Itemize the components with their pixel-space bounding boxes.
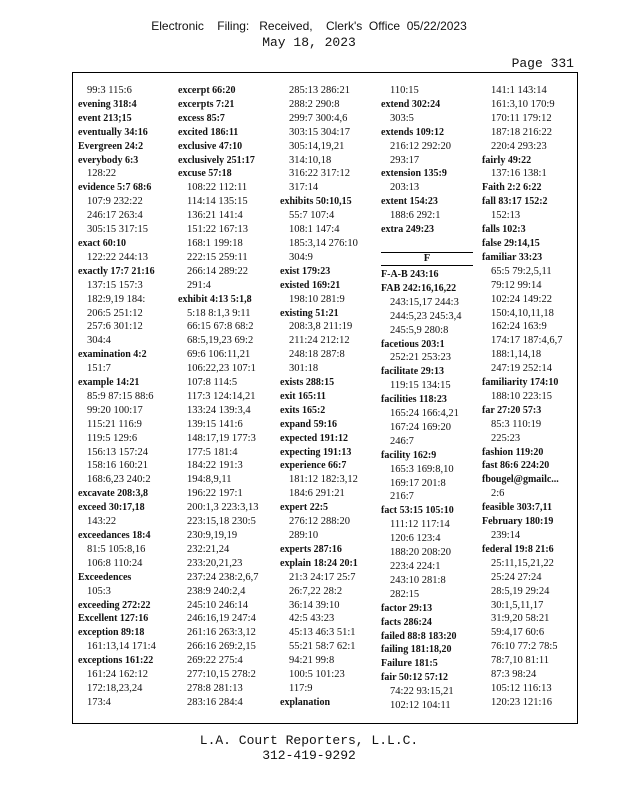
index-page-refs: 182:9,19 184: <box>87 293 146 305</box>
index-entry: familiar 33:23 <box>482 251 543 263</box>
index-entry: Failure 181:5 <box>381 658 438 670</box>
index-entry: falls 102:3 <box>482 224 526 236</box>
index-entry: exclusively 251:17 <box>178 154 255 166</box>
blank-line <box>381 243 473 249</box>
index-page-refs: 68:5,19,23 69:2 <box>187 335 254 347</box>
index-entry: Excellent 127:16 <box>78 613 149 625</box>
index-page-refs: 148:17,19 177:3 <box>187 432 256 444</box>
index-page-refs: 170:11 179:12 <box>491 112 552 124</box>
index-page-refs: 45:13 46:3 51:1 <box>289 627 356 639</box>
index-page-refs: 30:1,5,11,17 <box>491 599 544 611</box>
index-page-refs: 152:13 <box>491 210 521 222</box>
index-page-refs: 150:4,10,11,18 <box>491 307 554 319</box>
index-entry: fair 50:12 57:12 <box>381 672 449 684</box>
index-page-refs: 66:15 67:8 68:2 <box>187 321 254 333</box>
index-page-refs: 161:3,10 170:9 <box>491 98 555 110</box>
index-page-refs: 299:7 300:4,6 <box>289 112 348 124</box>
index-page-refs: 261:16 263:3,12 <box>187 627 256 639</box>
index-page-refs: 94:21 99:8 <box>289 655 335 667</box>
index-page-refs: 282:15 <box>390 588 420 600</box>
index-page-refs: 102:12 104:11 <box>390 700 451 712</box>
index-page-refs: 122:22 244:13 <box>87 251 148 263</box>
index-page-refs: 211:24 212:12 <box>289 335 350 347</box>
index-page-refs: 239:14 <box>491 530 521 541</box>
index-page-refs: 266:16 269:2,15 <box>187 641 256 653</box>
index-page-refs: 168:1 199:18 <box>187 237 243 249</box>
index-page-refs: 244:5,23 245:3,4 <box>390 310 462 322</box>
index-page-refs: 303:15 304:17 <box>289 126 350 138</box>
index-page-refs: 114:14 135:15 <box>187 196 248 208</box>
index-page-refs: 185:3,14 276:10 <box>289 237 358 249</box>
index-page-refs: 288:2 290:8 <box>289 98 340 110</box>
index-entry: facetious 203:1 <box>381 338 445 350</box>
index-page-refs: 128:22 <box>87 168 117 180</box>
index-page-refs: 28:5,19 29:24 <box>491 585 550 597</box>
index-page-refs: 141:1 143:14 <box>491 85 547 96</box>
index-column-2 <box>178 84 258 710</box>
index-page-refs: 99:3 115:6 <box>87 85 132 96</box>
index-entry: experts 287:16 <box>280 543 342 555</box>
index-entry: exceeding 272:22 <box>78 599 151 611</box>
page-number: Page 331 <box>511 56 574 71</box>
index-entry: facility 162:9 <box>381 449 437 461</box>
index-page-refs: 276:12 288:20 <box>289 516 350 528</box>
index-page-refs: 246:7 <box>390 435 414 447</box>
index-page-refs: 233:20,21,23 <box>187 557 243 569</box>
index-page-refs: 184:22 191:3 <box>187 460 243 472</box>
index-page-refs: 133:24 139:3,4 <box>187 404 251 416</box>
index-page-refs: 165:3 169:8,10 <box>390 463 454 475</box>
index-entry: explanation <box>280 696 331 708</box>
index-page-refs: 137:16 138:1 <box>491 168 547 180</box>
index-page-refs: 151:22 167:13 <box>187 224 248 236</box>
index-page-refs: 188:1,14,18 <box>491 349 542 361</box>
index-page-refs: 108:22 112:11 <box>187 182 248 194</box>
index-entry: exist 179:23 <box>280 265 331 277</box>
index-page-refs: 26:7,22 28:2 <box>289 585 343 597</box>
index-entry: expected 191:12 <box>280 432 349 444</box>
index-page-refs: 169:17 201:8 <box>390 477 446 489</box>
index-entry: F-A-B 243:16 <box>381 268 439 280</box>
filing-stamp: Electronic Filing: Received, Clerk's Office 05/22/2023 <box>151 19 467 33</box>
index-page-refs: 181:12 182:3,12 <box>289 474 358 486</box>
index-page-refs: 21:3 24:17 25:7 <box>289 571 356 583</box>
index-entry: experience 66:7 <box>280 460 347 472</box>
index-entry: excited 186:11 <box>178 126 239 138</box>
index-entry: excuse 57:18 <box>178 168 232 180</box>
index-page-refs: 65:5 79:2,5,11 <box>491 265 552 277</box>
index-entry: facilitate 29:13 <box>381 366 445 378</box>
index-page-refs: 188:20 208:20 <box>390 547 451 559</box>
index-column-5 <box>482 84 562 710</box>
index-page-refs: 222:15 259:11 <box>187 251 248 263</box>
index-page-refs: 304:4 <box>87 335 111 347</box>
index-page-refs: 285:13 286:21 <box>289 85 350 96</box>
index-page-refs: 246:17 263:4 <box>87 210 143 222</box>
index-page-refs: 102:24 149:22 <box>491 293 552 305</box>
index-entry: exclusive 47:10 <box>178 140 243 152</box>
index-page-refs: 277:10,15 278:2 <box>187 669 256 681</box>
index-entry: example 14:21 <box>78 377 140 389</box>
court-reporter-firm: L.A. Court Reporters, L.L.C. <box>199 733 419 748</box>
index-entry: evening 318:4 <box>78 98 137 110</box>
index-page-refs: 168:6,23 240:2 <box>87 474 151 486</box>
index-page-refs: 223:15,18 230:5 <box>187 516 256 528</box>
index-page-refs: 139:15 141:6 <box>187 418 243 430</box>
index-page-refs: 238:9 240:2,4 <box>187 585 246 597</box>
index-page-refs: 78:7,10 81:11 <box>491 655 549 667</box>
index-page-refs: 305:14,19,21 <box>289 140 345 152</box>
index-page-refs: 172:18,23,24 <box>87 682 143 694</box>
index-entry: failed 88:8 183:20 <box>381 630 457 642</box>
index-page-refs: 120:6 123:4 <box>390 533 441 545</box>
index-entry: fact 53:15 105:10 <box>381 505 454 517</box>
index-page-refs: 76:10 77:2 78:5 <box>491 641 558 653</box>
index-page-refs: 283:16 284:4 <box>187 696 243 708</box>
index-page-refs: 85:3 110:19 <box>491 418 542 430</box>
index-page-refs: 223:4 224:1 <box>390 561 441 572</box>
index-entry: facts 286:24 <box>381 616 432 628</box>
index-entry: event 213;15 <box>78 112 132 124</box>
index-page-refs: 120:23 121:16 <box>491 696 552 708</box>
index-page-refs: 110:15 <box>390 85 419 96</box>
index-entry: exception 89:18 <box>78 627 145 639</box>
index-page-refs: 117:3 124:14,21 <box>187 390 256 402</box>
index-entry: evidence 5:7 68:6 <box>78 182 152 194</box>
index-entry: familiarity 174:10 <box>482 377 559 389</box>
index-page-refs: 31:9,20 58:21 <box>491 613 550 625</box>
index-page-refs: 174:17 187:4,6,7 <box>491 335 563 347</box>
index-entry: expand 59:16 <box>280 418 337 430</box>
index-page-refs: 5:18 8:1,3 9:11 <box>187 307 251 319</box>
index-page-refs: 316:22 317:12 <box>289 168 350 180</box>
index-entry: false 29:14,15 <box>482 237 540 249</box>
index-page-refs: 105:12 116:13 <box>491 682 552 694</box>
index-page-refs: 269:22 275:4 <box>187 655 243 667</box>
index-entry: far 27:20 57:3 <box>482 404 542 416</box>
index-entry: fast 86:6 224:20 <box>482 460 550 472</box>
index-page-refs: 187:18 216:22 <box>491 126 552 138</box>
index-page-refs: 115:21 116:9 <box>87 418 142 430</box>
index-page-refs: 2:6 <box>491 488 505 500</box>
index-page-refs: 165:24 166:4,21 <box>390 408 459 420</box>
index-entry: exceed 30:17,18 <box>78 502 145 514</box>
index-entry: existed 169:21 <box>280 279 341 291</box>
index-page-refs: 194:8,9,11 <box>187 474 232 486</box>
index-page-refs: 119:15 134:15 <box>390 380 451 392</box>
index-entry: exceptions 161:22 <box>78 655 154 667</box>
index-page-refs: 161:13,14 171:4 <box>87 641 156 653</box>
index-page-refs: 161:24 162:12 <box>87 669 148 681</box>
index-page-refs: 106:22,23 107:1 <box>187 363 256 375</box>
index-page-refs: 278:8 281:13 <box>187 682 243 694</box>
index-entry: fairly 49:22 <box>482 154 532 166</box>
index-entry: fall 83:17 152:2 <box>482 196 548 208</box>
index-page-refs: 237:24 238:2,6,7 <box>187 571 259 583</box>
index-page-refs: 36:14 39:10 <box>289 599 340 611</box>
index-entry: excess 85:7 <box>178 112 225 124</box>
index-entry: extent 154:23 <box>381 196 438 208</box>
index-page-refs: 188:10 223:15 <box>491 390 552 402</box>
index-page-refs: 119:5 129:6 <box>87 432 138 444</box>
index-page-refs: 143:22 <box>87 516 117 528</box>
index-page-refs: 25:24 27:24 <box>491 571 542 583</box>
index-page-refs: 99:20 100:17 <box>87 404 143 416</box>
index-page-refs: 208:3,8 211:19 <box>289 321 353 333</box>
index-page-refs: 79:12 99:14 <box>491 279 542 291</box>
index-page-refs: 303:5 <box>390 112 414 124</box>
index-page-refs: 203:13 <box>390 182 420 194</box>
index-entry: fbougel@gmailc... <box>482 474 559 486</box>
index-entry: excerpts 7:21 <box>178 98 235 110</box>
index-page-refs: 177:5 181:4 <box>187 446 238 458</box>
index-entry: failing 181:18,20 <box>381 644 452 656</box>
index-entry: exhibits 50:10,15 <box>280 196 352 208</box>
index-page-refs: 107:9 232:22 <box>87 196 143 208</box>
index-entry: Evergreen 24:2 <box>78 140 144 152</box>
index-page-refs: 137:15 157:3 <box>87 279 143 291</box>
index-column-4 <box>381 84 473 713</box>
index-page-refs: 245:5,9 280:8 <box>390 324 449 336</box>
index-entry: extend 302:24 <box>381 98 441 110</box>
index-entry: excavate 208:3,8 <box>78 488 148 500</box>
index-entry: excerpt 66:20 <box>178 85 236 96</box>
index-entry: eventually 34:16 <box>78 126 148 138</box>
index-entry: explain 18:24 20:1 <box>280 557 358 569</box>
index-page-refs: 69:6 106:11,21 <box>187 349 251 361</box>
index-page-refs: 246:16,19 247:4 <box>187 613 256 625</box>
index-page-refs: 200:1,3 223:3,13 <box>187 502 259 514</box>
index-page-refs: 111:12 117:14 <box>390 519 450 531</box>
index-page-refs: 293:17 <box>390 154 420 166</box>
index-page-refs: 314:10,18 <box>289 154 332 166</box>
index-entry: FAB 242:16,16,22 <box>381 282 457 294</box>
index-page-refs: 74:22 93:15,21 <box>390 686 454 698</box>
index-page-refs: 291:4 <box>187 279 211 291</box>
index-page-refs: 107:8 114:5 <box>187 377 238 389</box>
index-page-refs: 162:24 163:9 <box>491 321 547 333</box>
index-page-refs: 289:10 <box>289 530 319 541</box>
index-entry: February 180:19 <box>482 516 554 528</box>
index-entry: everybody 6:3 <box>78 154 139 166</box>
index-page-refs: 158:16 160:21 <box>87 460 148 472</box>
index-page-refs: 106:8 110:24 <box>87 557 143 569</box>
index-entry: exactly 17:7 21:16 <box>78 265 155 277</box>
index-entry: exceedances 18:4 <box>78 530 151 541</box>
index-page-refs: 252:21 253:23 <box>390 352 451 364</box>
index-entry: exits 165:2 <box>280 404 326 416</box>
deposition-date: May 18, 2023 <box>262 35 356 50</box>
index-page-refs: 301:18 <box>289 363 319 375</box>
index-page-refs: 317:14 <box>289 182 319 194</box>
index-page-refs: 206:5 251:12 <box>87 307 143 319</box>
court-reporter-phone: 312-419-9292 <box>262 748 356 763</box>
index-column-3 <box>280 84 358 710</box>
index-page-refs: 305:15 317:15 <box>87 224 148 236</box>
index-page-refs: 156:13 157:24 <box>87 446 148 458</box>
index-page-refs: 216:7 <box>390 491 414 503</box>
index-page-refs: 247:19 252:14 <box>491 363 552 375</box>
index-entry: extends 109:12 <box>381 126 445 138</box>
index-page-refs: 243:15,17 244:3 <box>390 296 459 308</box>
index-entry: exhibit 4:13 5:1,8 <box>178 293 252 305</box>
index-entry: exit 165:11 <box>280 390 326 402</box>
index-page-refs: 87:3 98:24 <box>491 669 537 681</box>
index-page-refs: 117:9 <box>289 682 313 694</box>
index-page-refs: 105:3 <box>87 585 111 597</box>
index-page-refs: 188:6 292:1 <box>390 210 441 222</box>
index-page-refs: 225:23 <box>491 432 521 444</box>
index-entry: facilities 118:23 <box>381 394 447 406</box>
index-page-refs: 173:4 <box>87 696 111 708</box>
index-entry: Faith 2:2 6:22 <box>482 182 542 194</box>
index-page-refs: 55:7 107:4 <box>289 210 335 222</box>
index-page-refs: 243:10 281:8 <box>390 574 446 586</box>
index-entry: examination 4:2 <box>78 349 147 361</box>
index-page-refs: 196:22 197:1 <box>187 488 243 500</box>
index-entry: factor 29:13 <box>381 602 433 614</box>
index-page-refs: 304:9 <box>289 251 313 263</box>
index-page-refs: 85:9 87:15 88:6 <box>87 390 154 402</box>
index-entry: existing 51:21 <box>280 307 339 319</box>
index-entry: exact 60:10 <box>78 237 127 249</box>
index-entry: extra 249:23 <box>381 224 435 236</box>
index-entry: expecting 191:13 <box>280 446 352 458</box>
index-page-refs: 136:21 141:4 <box>187 210 243 222</box>
index-page-refs: 266:14 289:22 <box>187 265 248 277</box>
index-column-1 <box>78 84 156 710</box>
index-page-refs: 55:21 58:7 62:1 <box>289 641 356 653</box>
index-page-refs: 248:18 287:8 <box>289 349 345 361</box>
index-page-refs: 198:10 281:9 <box>289 293 345 305</box>
index-page-refs: 184:6 291:21 <box>289 488 345 500</box>
letter-heading: F <box>381 252 473 266</box>
index-page-refs: 230:9,19,19 <box>187 530 238 541</box>
index-entry: federal 19:8 21:6 <box>482 543 554 555</box>
index-page-refs: 100:5 101:23 <box>289 669 345 681</box>
index-page-refs: 216:12 292:20 <box>390 140 451 152</box>
index-page-refs: 220:4 293:23 <box>491 140 547 152</box>
index-page-refs: 81:5 105:8,16 <box>87 543 146 555</box>
index-entry: fashion 119:20 <box>482 446 544 458</box>
index-page-refs: 167:24 169:20 <box>390 421 451 433</box>
index-entry: feasible 303:7,11 <box>482 502 552 514</box>
index-page-refs: 232:21,24 <box>187 543 230 555</box>
index-page-refs: 25:11,15,21,22 <box>491 557 554 569</box>
index-page-refs: 42:5 43:23 <box>289 613 335 625</box>
index-entry: exists 288:15 <box>280 377 335 389</box>
index-page-refs: 59:4,17 60:6 <box>491 627 545 639</box>
index-entry: extension 135:9 <box>381 168 447 180</box>
index-entry: expert 22:5 <box>280 502 329 514</box>
index-page-refs: 257:6 301:12 <box>87 321 143 333</box>
index-page-refs: 151:7 <box>87 363 111 375</box>
index-entry: Exceedences <box>78 571 132 583</box>
index-page-refs: 108:1 147:4 <box>289 224 340 236</box>
index-page-refs: 245:10 246:14 <box>187 599 248 611</box>
